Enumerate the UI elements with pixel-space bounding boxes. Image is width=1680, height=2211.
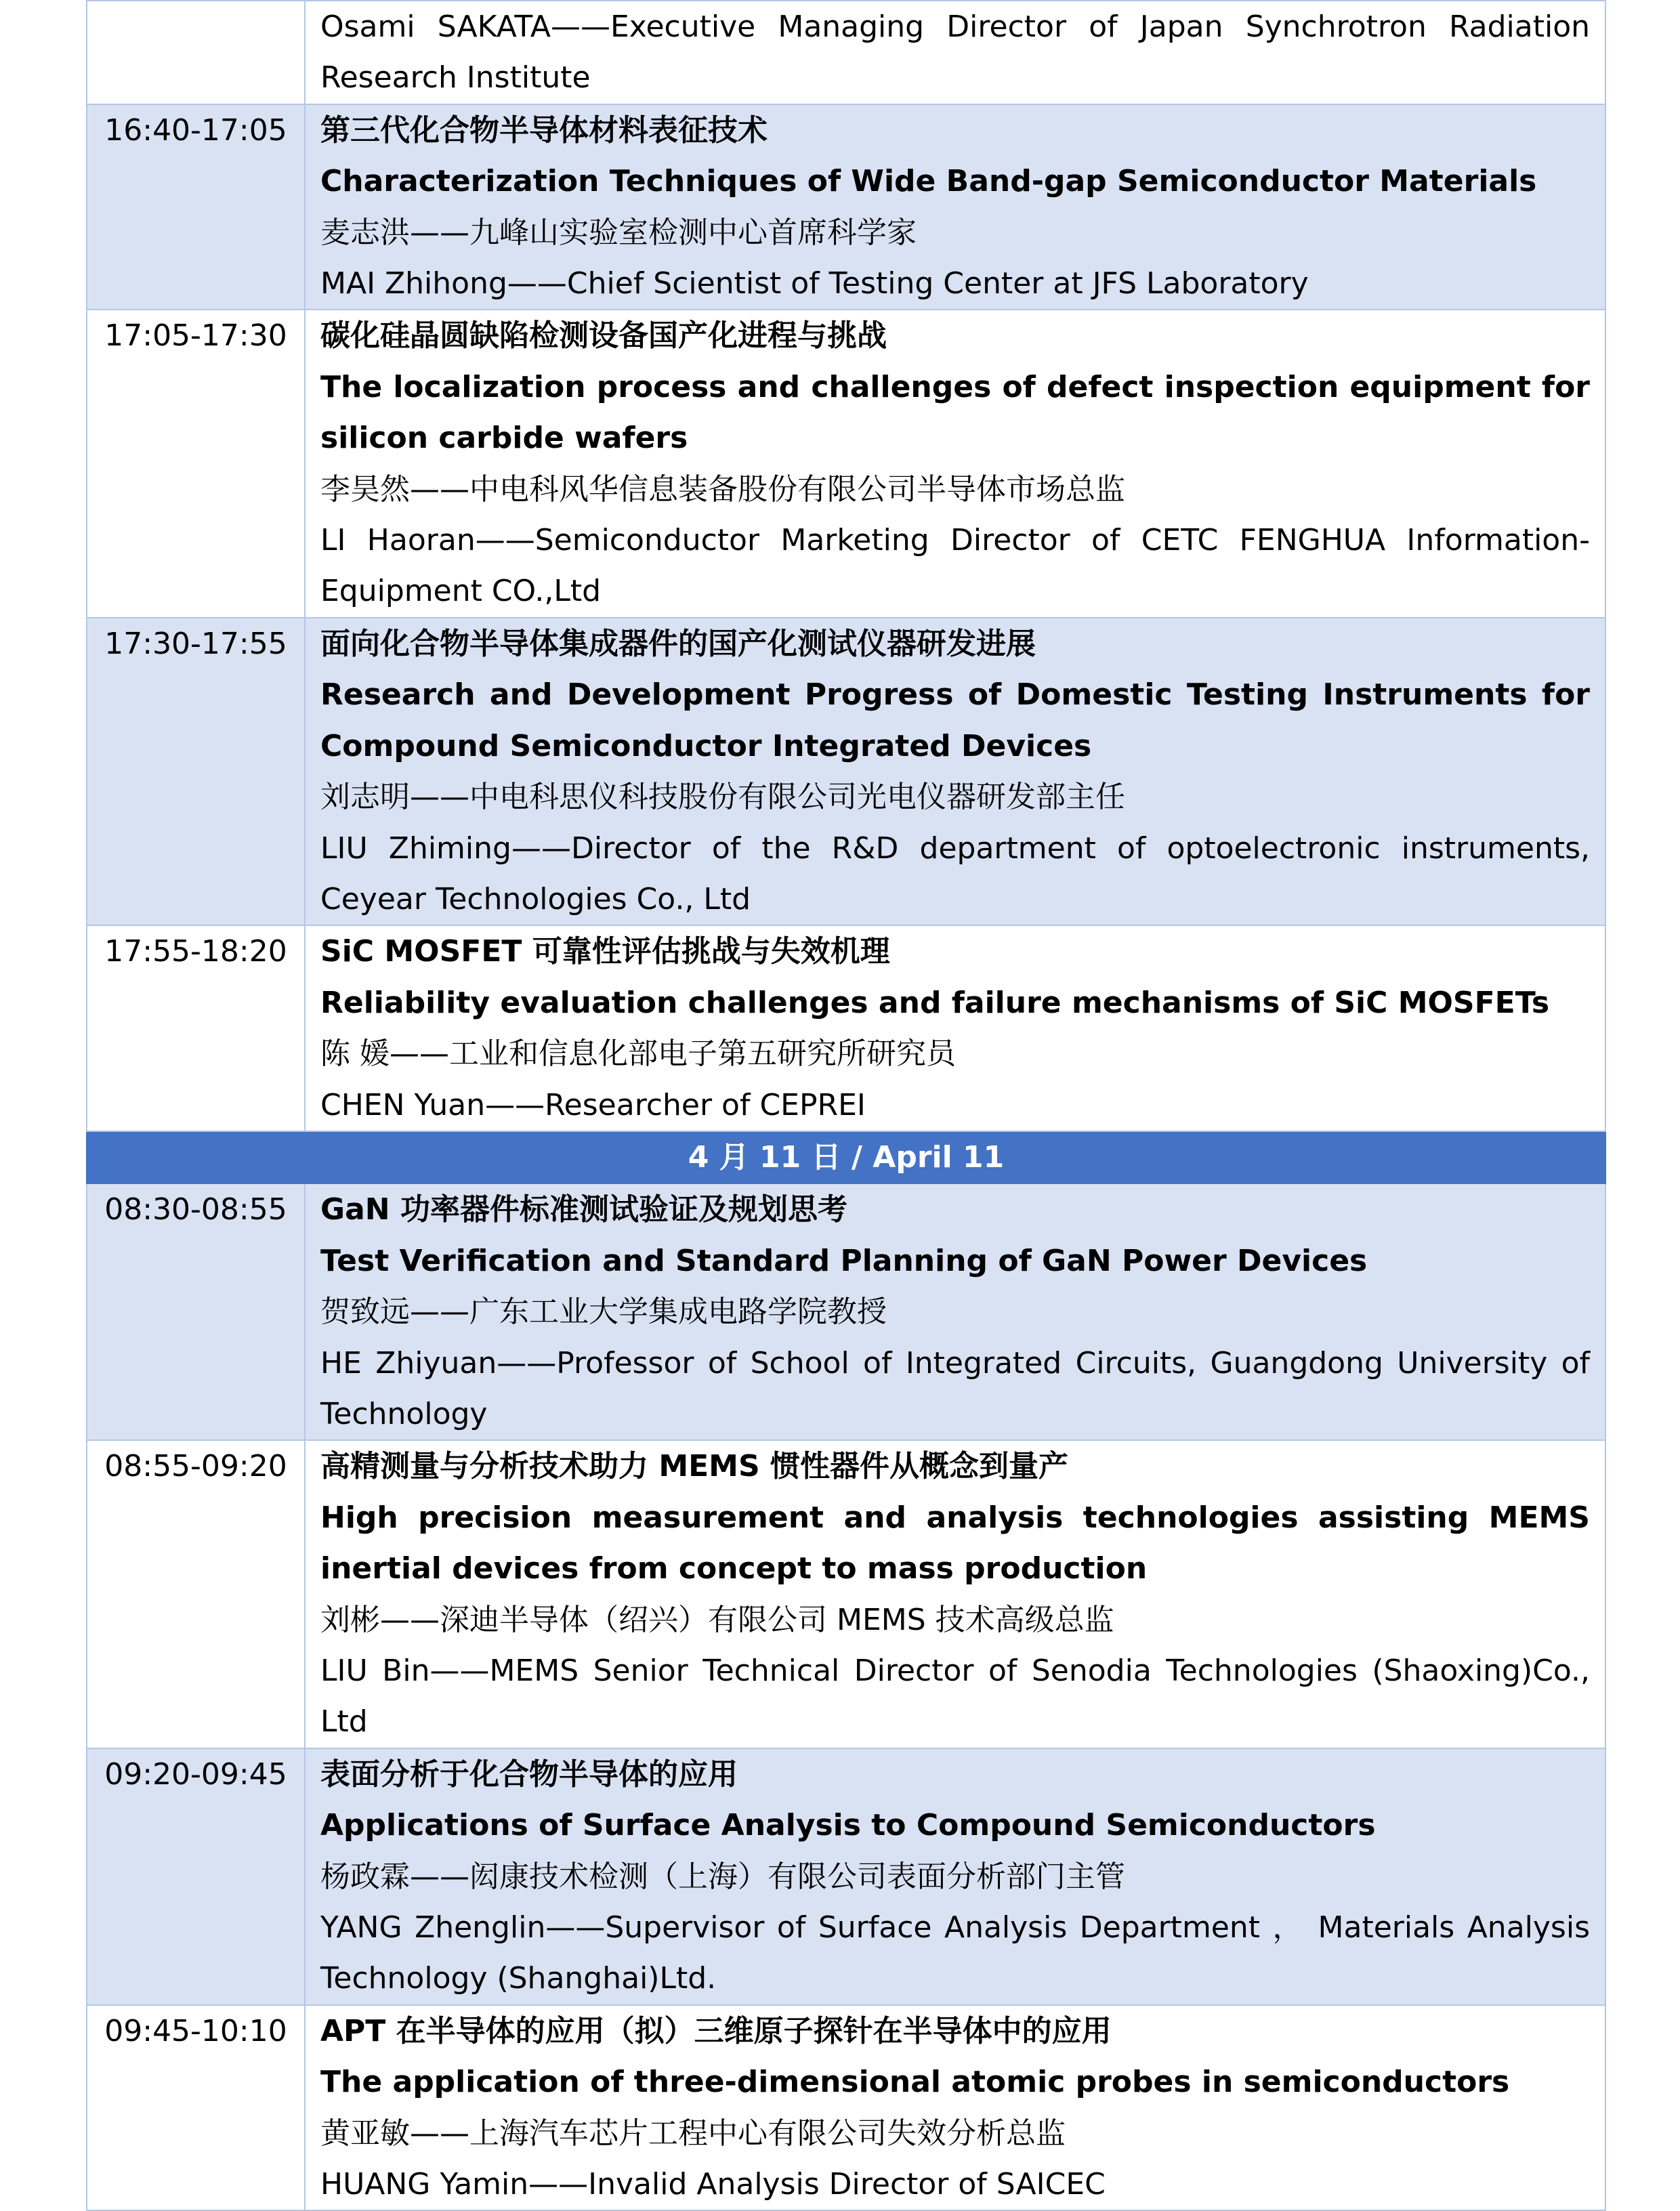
time-cell: 17:55-18:20 [87,925,305,1131]
session-title-cn: 表面分析于化合物半导体的应用 [320,1756,738,1792]
session-title-en: Research and Development Progress of Domestic Testing Instruments for Compound Semiconductor Integrated Devices [320,677,1590,763]
speaker-cn: 麦志洪——九峰山实验室检测中心首席科学家 [320,215,917,250]
speaker-en: HE Zhiyuan——Professor of School of Integrated Circuits, Guangdong University of Technology [320,1345,1590,1431]
session-title-cn: SiC MOSFET 可靠性评估挑战与失效机理 [320,934,890,969]
speaker-en: YANG Zhenglin——Supervisor of Surface Analysis Department ， Materials Analysis Technology (Shanghai)Ltd. [320,1910,1590,1996]
speaker-en: MAI Zhihong——Chief Scientist of Testing Center at JFS Laboratory [320,266,1309,301]
session-title-en: High precision measurement and analysis technologies assisting MEMS inertial devices from concept to mass production [320,1500,1590,1586]
time-cell: 17:05-17:30 [87,310,305,617]
speaker-cn: 刘彬——深迪半导体（绍兴）有限公司 MEMS 技术高级总监 [320,1602,1114,1637]
session-content [305,1,1605,104]
time-cell: 17:30-17:55 [87,618,305,925]
session-row [87,1748,1605,2005]
speaker-cn: 刘志明——中电科思仪科技股份有限公司光电仪器研发部主任 [320,780,1125,815]
session-title-cn: GaN 功率器件标准测试验证及规划思考 [320,1192,847,1227]
session-content [305,1748,1605,2005]
speaker-en: LIU Bin——MEMS Senior Technical Director of Senodia Technologies (Shaoxing)Co., Ltd [320,1654,1590,1740]
session-title-cn: APT 在半导体的应用（拟）三维原子探针在半导体中的应用 [320,2013,1112,2048]
agenda-table [86,0,1606,2211]
session-content [305,1440,1605,1748]
session-title-en: The localization process and challenges of defect inspection equipment for silicon carbide wafers [320,369,1590,456]
session-title-en: The application of three-dimensional atomic probes in semiconductors [320,2065,1510,2100]
speaker-cn: 陈 媛——工业和信息化部电子第五研究所研究员 [320,1036,956,1072]
session-title-cn: 第三代化合物半导体材料表征技术 [320,112,768,148]
session-content [305,2005,1605,2211]
session-title-en: Applications of Surface Analysis to Compound Semiconductors [320,1808,1376,1843]
session-row [87,1183,1605,1440]
session-row [87,310,1605,617]
session-content [305,104,1605,310]
session-title-cn: 高精测量与分析技术助力 MEMS 惯性器件从概念到量产 [320,1449,1068,1484]
speaker-cn: 黄亚敏——上海汽车芯片工程中心有限公司失效分析总监 [320,2115,1066,2151]
time-cell: 16:40-17:05 [87,104,305,310]
session-row [87,1,1605,104]
session-content [305,1183,1605,1440]
day-header: 4 月 11 日 / April 11 [87,1131,1605,1183]
session-row [87,618,1605,925]
speaker-en: LI Haoran——Semiconductor Marketing Director of CETC FENGHUA Information-Equipment CO.,Ltd [320,523,1590,609]
time-cell [87,1,305,104]
session-content [305,618,1605,925]
session-title-cn: 面向化合物半导体集成器件的国产化测试仪器研发进展 [320,626,1036,661]
session-title-en: Characterization Techniques of Wide Band-gap Semiconductor Materials [320,164,1537,199]
session-title-en: Test Verification and Standard Planning of GaN Power Devices [320,1243,1368,1278]
speaker-en: CHEN Yuan——Researcher of CEPREI [320,1087,866,1122]
day-header-row [87,1131,1605,1183]
speaker-en: LIU Zhiming——Director of the R&D department of optoelectronic instruments, Ceyear Technologies Co., Ltd [320,830,1590,917]
session-row [87,104,1605,310]
speaker-cn: 贺致远——广东工业大学集成电路学院教授 [320,1294,887,1330]
time-cell: 09:45-10:10 [87,2005,305,2211]
speaker-cn: 杨政霖——闳康技术检测（上海）有限公司表面分析部门主管 [320,1859,1125,1894]
time-cell: 09:20-09:45 [87,1748,305,2005]
session-content [305,925,1605,1131]
time-cell: 08:55-09:20 [87,1440,305,1748]
session-row [87,1440,1605,1748]
session-row [87,925,1605,1131]
session-title-cn: 碳化硅晶圆缺陷检测设备国产化进程与挑战 [320,318,887,354]
session-content [305,310,1605,617]
speaker-cn: 李昊然——中电科风华信息装备股份有限公司半导体市场总监 [320,471,1125,507]
speaker-en: Osami SAKATA——Executive Managing Director of Japan Synchrotron Radiation Research Institute [320,9,1590,96]
speaker-en: HUANG Yamin——Invalid Analysis Director of SAICEC [320,2167,1106,2202]
time-cell: 08:30-08:55 [87,1183,305,1440]
session-title-en: Reliability evaluation challenges and failure mechanisms of SiC MOSFETs [320,985,1550,1020]
session-row [87,2005,1605,2211]
